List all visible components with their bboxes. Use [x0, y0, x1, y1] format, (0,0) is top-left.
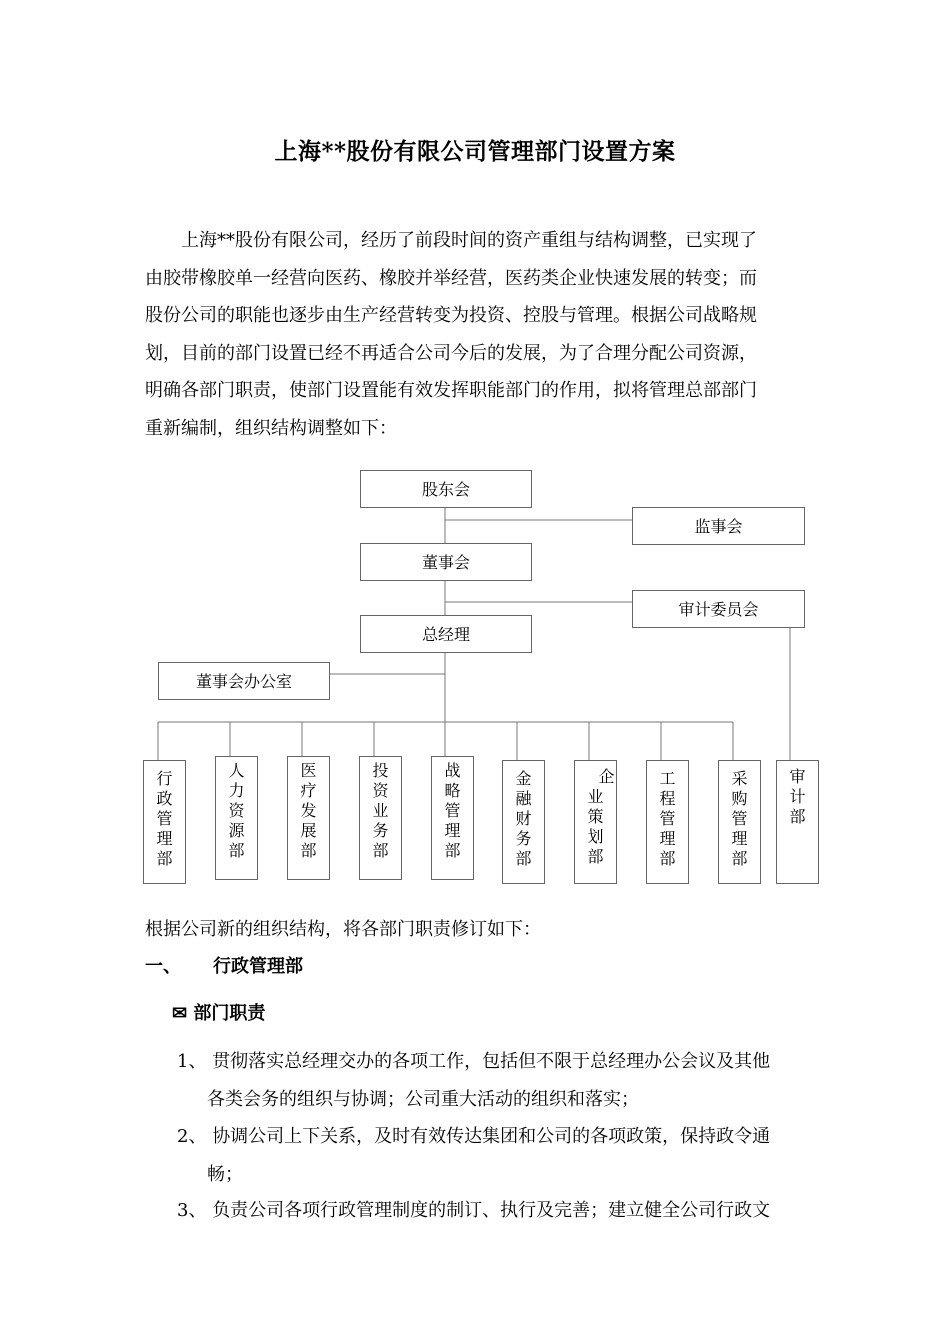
org-dept-medical: 医 疗 发 展 部 [287, 756, 330, 880]
section-heading [145, 952, 303, 978]
section-title: 行政管理部 [213, 956, 303, 977]
list-item-text: 贯彻落实总经理交办的各项工作，包括但不限于总经理办公会议及其他 [212, 1051, 771, 1072]
document-title: 上海**股份有限公司管理部门设置方案 [274, 138, 676, 165]
section-number: 一、 [145, 956, 181, 977]
org-node-audit-committee: 审计委员会 [632, 590, 805, 628]
list-item-text: 负责公司各项行政管理制度的制订、执行及完善；建立健全公司行政文 [212, 1200, 771, 1221]
list-item-continuation: 畅； [207, 1163, 243, 1185]
list-item [177, 1118, 770, 1193]
org-dept-strategy: 战 略 管 理 部 [431, 756, 474, 880]
list-item-number: 2、 [177, 1126, 207, 1147]
org-dept-engineering: 工 程 管 理 部 [646, 760, 689, 884]
intro-line: 明确各部门职责，使部门设置能有效发挥职能部门的作用，拟将管理总部部门 [145, 380, 757, 401]
org-dept-planning: 企 业 策 划 部 [574, 760, 617, 884]
org-node-board: 董事会 [360, 543, 532, 581]
org-dept-procurement: 采 购 管 理 部 [718, 760, 761, 884]
intro-line: 由胶带橡胶单一经营向医药、橡胶并举经营，医药类企业快速发展的转变；而 [145, 267, 757, 289]
org-dept-finance: 金 融 财 务 部 [502, 760, 545, 884]
intro-line: 重新编制，组织结构调整如下： [145, 417, 397, 439]
list-item [177, 1192, 770, 1230]
list-item-number: 3、 [177, 1200, 207, 1221]
intro-line: 上海**股份有限公司，经历了前段时间的资产重组与结构调整，已实现了 [181, 230, 757, 251]
subsection-title: 部门职责 [193, 1003, 266, 1024]
list-item [177, 1043, 770, 1118]
intro-line: 股份公司的职能也逐步由生产经营转变为投资、控股与管理。根据公司战略规 [145, 305, 757, 326]
org-dept-audit: 审 计 部 [776, 760, 819, 884]
intro-line: 划，目前的部门设置已经不再适合公司今后的发展，为了合理分配公司资源， [145, 342, 757, 364]
list-item-number: 1、 [177, 1051, 207, 1072]
org-dept-investment: 投 资 业 务 部 [359, 756, 402, 880]
org-dept-hr: 人 力 资 源 部 [215, 756, 258, 880]
subsection-heading [172, 999, 265, 1025]
list-item-text: 协调公司上下关系，及时有效传达集团和公司的各项政策，保持政令通 [212, 1126, 771, 1147]
org-node-gm: 总经理 [360, 615, 532, 653]
after-chart-text: 根据公司新的组织结构，将各部门职责修订如下： [145, 919, 541, 940]
envelope-icon: ✉ [172, 1003, 188, 1024]
list-item-continuation: 各类会务的组织与协调；公司重大活动的组织和落实； [207, 1088, 639, 1110]
org-node-shareholders: 股东会 [360, 470, 532, 508]
org-dept-admin: 行 政 管 理 部 [143, 760, 186, 884]
org-node-supervisors: 监事会 [632, 507, 805, 545]
org-node-board-office: 董事会办公室 [158, 662, 330, 700]
